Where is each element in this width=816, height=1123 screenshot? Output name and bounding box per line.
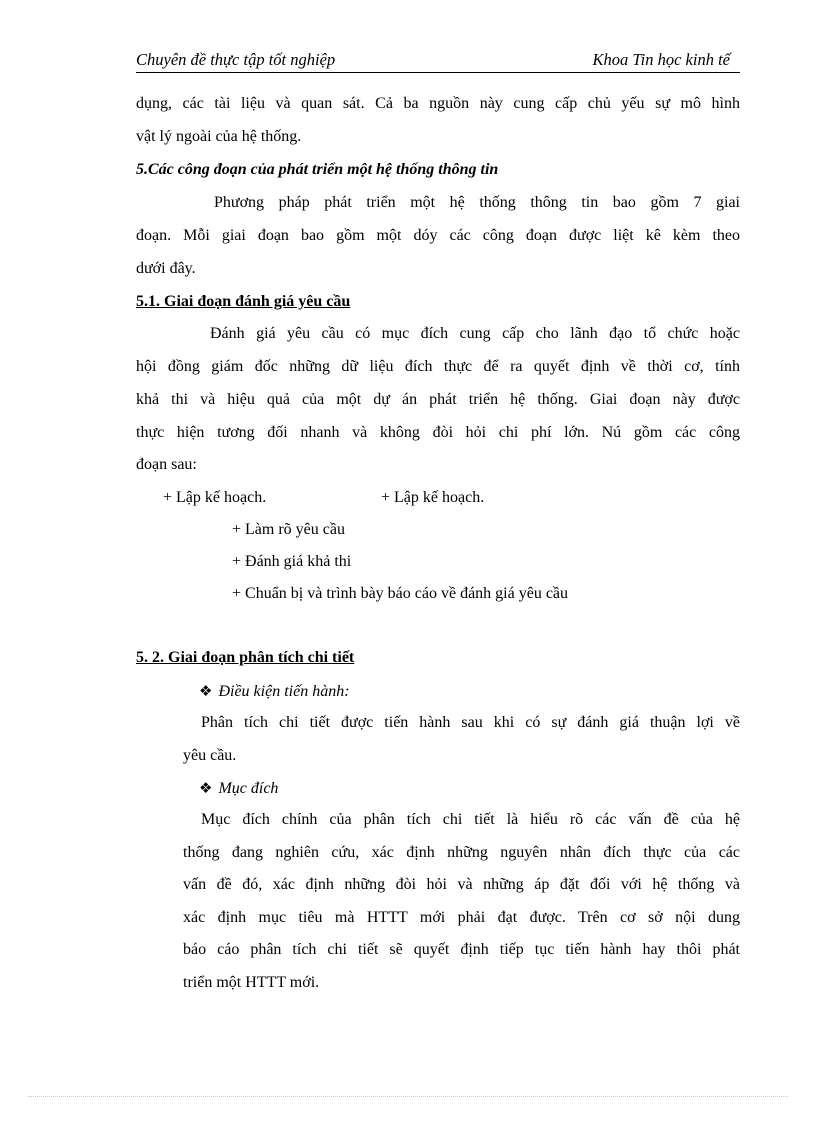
- purpose-bullet: [199, 772, 278, 805]
- purpose-line: triển một HTTT mới.: [183, 974, 320, 991]
- diamond-bullet-icon: ❖: [199, 779, 213, 797]
- list-item: + Đánh giá khả thi: [232, 553, 352, 570]
- condition-line: Phân tích chi tiết được tiến hành sau khi có sự đánh giá thuận lợi về: [201, 714, 740, 731]
- purpose-line: báo cáo phân tích chi tiết sẽ quyết định tiếp tục tiến hành hay thôi phát: [183, 941, 740, 958]
- section-5-1-heading: 5.1. Giai đoạn đánh giá yêu cầu: [136, 293, 351, 310]
- section-5-1-line: Đánh giá yêu cầu có mục đích cung cấp cho lãnh đạo tổ chức hoặc: [210, 325, 740, 342]
- page-header: [136, 48, 740, 73]
- purpose-line: thống đang nghiên cứu, xác định những nguyên nhân đích thực của các: [183, 844, 740, 861]
- header-left-title: Chuyên đề thực tập tốt nghiệp: [136, 50, 336, 69]
- list-item: + Lập kế hoạch.: [381, 489, 485, 506]
- section-5-1-line: đoạn sau:: [136, 456, 197, 473]
- section-5-line: đoạn. Mỗi giai đoạn bao gồm một dóy các công đoạn được liệt kê kèm theo: [136, 227, 740, 244]
- purpose-line: xác định mục tiêu mà HTTT mới phải đạt được. Trên cơ sở nội dung: [183, 909, 740, 926]
- list-item: + Chuẩn bị và trình bày báo cáo về đánh giá yêu cầu: [232, 585, 569, 602]
- section-5-line: Phương pháp phát triển một hệ thống thông tin bao gồm 7 giai: [214, 194, 740, 211]
- intro-line: dụng, các tài liệu và quan sát. Cả ba nguồn này cung cấp chủ yếu sự mô hình: [136, 95, 740, 112]
- section-5-1-line: khả thi và hiệu quả của một dự án phát triển hệ thống. Giai đoạn này được: [136, 391, 740, 408]
- section-5-1-line: hội đồng giám đốc những dữ liệu đích thực để ra quyết định về thời cơ, tính: [136, 358, 740, 375]
- intro-line: vật lý ngoài của hệ thống.: [136, 128, 302, 145]
- list-item: + Lập kế hoạch.: [163, 489, 267, 506]
- purpose-line: vấn đề đó, xác định những đòi hỏi và những áp đặt đối với hệ thống và: [183, 876, 740, 893]
- condition-line: yêu cầu.: [183, 747, 237, 764]
- purpose-line: Mục đích chính của phân tích chi tiết là hiểu rõ các vấn đề của hệ: [201, 811, 740, 828]
- list-item: + Làm rõ yêu cầu: [232, 521, 345, 538]
- condition-label: Điều kiện tiến hành:: [218, 683, 350, 700]
- section-5-heading: 5.Các công đoạn của phát triển một hệ thống thông tin: [136, 161, 499, 178]
- page-bottom-divider: [28, 1096, 788, 1097]
- condition-bullet: [199, 675, 350, 708]
- purpose-label: Mục đích: [218, 780, 279, 797]
- diamond-bullet-icon: ❖: [199, 682, 213, 700]
- section-5-1-line: thực hiện tương đối nhanh và không đòi hỏi chi phí lớn. Nú gồm các công: [136, 424, 740, 441]
- section-5-line: dưới đây.: [136, 260, 196, 277]
- header-right-title: Khoa Tin học kinh tế: [592, 50, 730, 69]
- section-5-2-heading: 5. 2. Giai đoạn phân tích chi tiết: [136, 649, 355, 666]
